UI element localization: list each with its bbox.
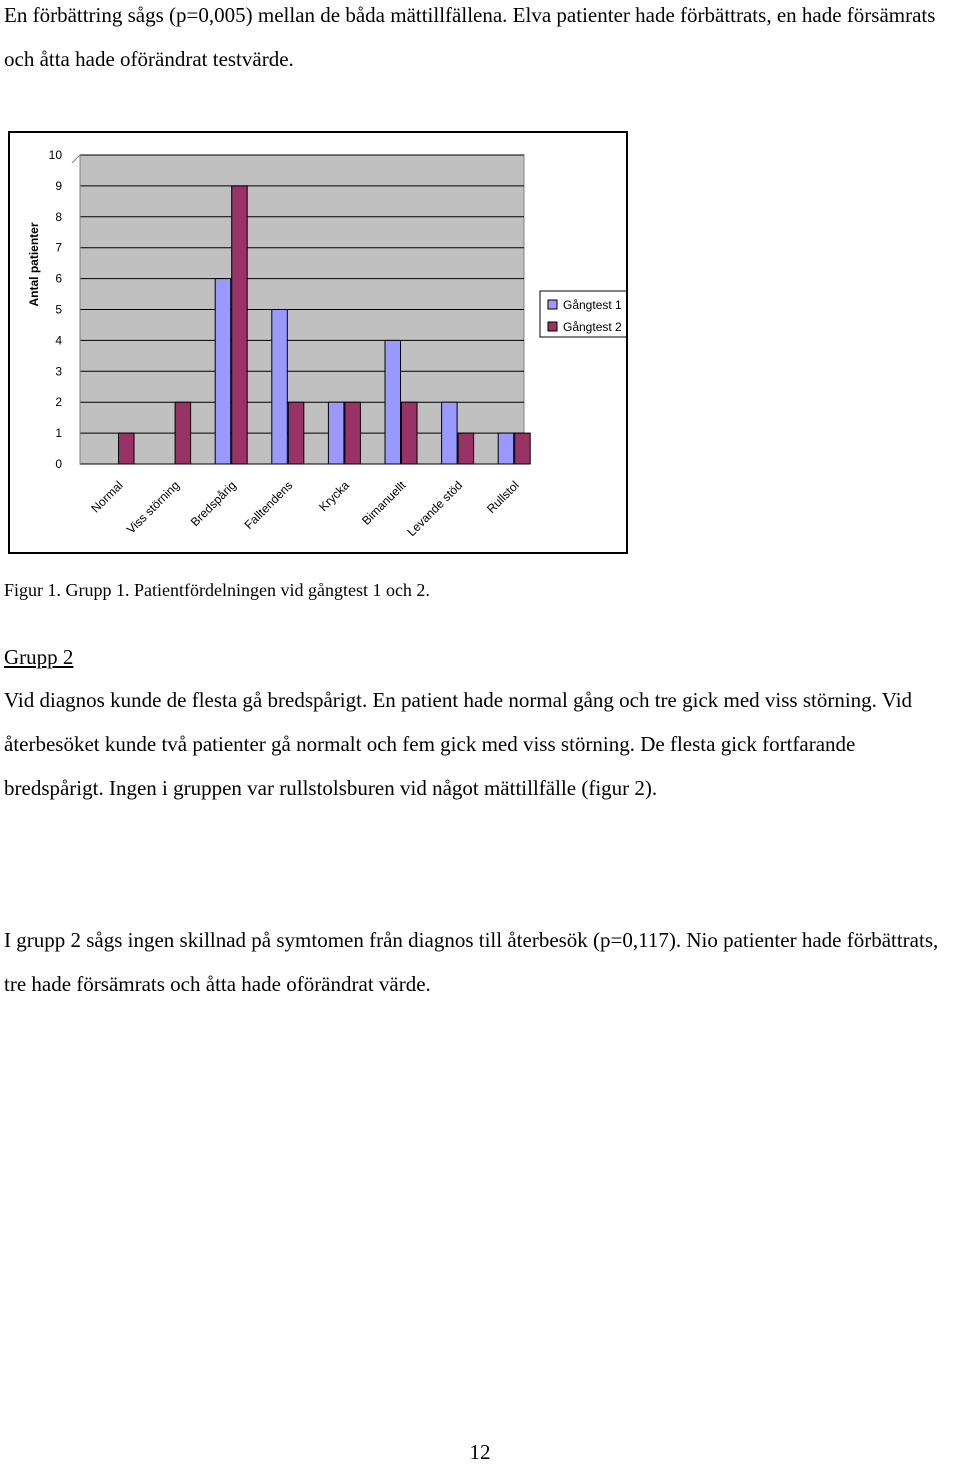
group2-paragraph-2: I grupp 2 sågs ingen skillnad på symtomen från diagnos till återbesök (p=0,117). Nio patienter hade förbättrats, tre hade försämrats och åtta hade oförändrat värde. bbox=[4, 928, 939, 996]
figure-1-chart bbox=[8, 131, 628, 554]
y-tick-label: 9 bbox=[55, 178, 62, 193]
page-number: 12 bbox=[469, 1440, 491, 1464]
category-label: Falltendens bbox=[241, 478, 296, 532]
bar-2-3 bbox=[288, 402, 304, 464]
legend-label-2: Gångtest 2 bbox=[563, 320, 622, 334]
bar-1-6 bbox=[442, 402, 458, 464]
bar-2-5 bbox=[402, 402, 418, 464]
legend-label-1: Gångtest 1 bbox=[563, 298, 622, 312]
bar-1-5 bbox=[385, 340, 401, 464]
bar-1-3 bbox=[272, 310, 288, 465]
bar-2-4 bbox=[345, 402, 361, 464]
y-tick-label: 3 bbox=[55, 364, 62, 379]
y-tick-label: 8 bbox=[55, 209, 62, 224]
y-tick-label: 0 bbox=[55, 457, 62, 471]
category-label: Krycka bbox=[316, 478, 353, 515]
y-tick-label: 1 bbox=[55, 426, 62, 441]
legend-swatch-2 bbox=[548, 322, 557, 331]
category-label: Viss störning bbox=[123, 478, 183, 537]
intro-paragraph: En förbättring sågs (p=0,005) mellan de båda mättillfällena. Elva patienter hade förbättrats, en hade försämrats och åtta hade oförändrat testvärde. bbox=[4, 3, 936, 71]
category-label: Rullstol bbox=[484, 478, 522, 516]
y-tick-label: 7 bbox=[55, 240, 62, 255]
y-tick-label: 4 bbox=[55, 333, 62, 348]
bar-2-2 bbox=[232, 186, 248, 464]
bar-2-7 bbox=[515, 433, 531, 464]
y-tick-label: 10 bbox=[48, 148, 62, 162]
figure-caption: Figur 1. Grupp 1. Patientfördelningen vid gångtest 1 och 2. bbox=[4, 580, 430, 600]
bar-2-1 bbox=[175, 402, 191, 464]
category-label: Bimanuellt bbox=[359, 478, 409, 528]
bar-1-7 bbox=[498, 433, 514, 464]
bar-2-6 bbox=[458, 433, 474, 464]
category-label: Levande stöd bbox=[404, 478, 466, 540]
plot-depth-edge bbox=[72, 155, 80, 163]
group2-paragraph: Vid diagnos kunde de flesta gå bredspårigt. En patient hade normal gång och tre gick med viss störning. Vid återbesöket kunde två patienter gå normalt och fem gick med viss störning. De flesta gick fortfarande bredspårigt. Ingen i gruppen var rullstolsburen vid något mättillfälle (figur 2). bbox=[4, 688, 913, 800]
bar-2-0 bbox=[119, 433, 135, 464]
y-tick-label: 5 bbox=[55, 302, 62, 317]
section-heading: Grupp 2 bbox=[4, 645, 74, 669]
y-axis-label: Antal patienter bbox=[27, 222, 41, 307]
category-label: Normal bbox=[88, 478, 126, 516]
y-tick-label: 6 bbox=[55, 271, 62, 286]
bar-1-4 bbox=[328, 402, 344, 464]
category-label: Bredspårig bbox=[187, 478, 239, 530]
legend-swatch-1 bbox=[548, 300, 557, 309]
y-tick-label: 2 bbox=[55, 395, 62, 410]
bar-chart-svg bbox=[10, 133, 626, 552]
bar-1-2 bbox=[215, 279, 231, 464]
